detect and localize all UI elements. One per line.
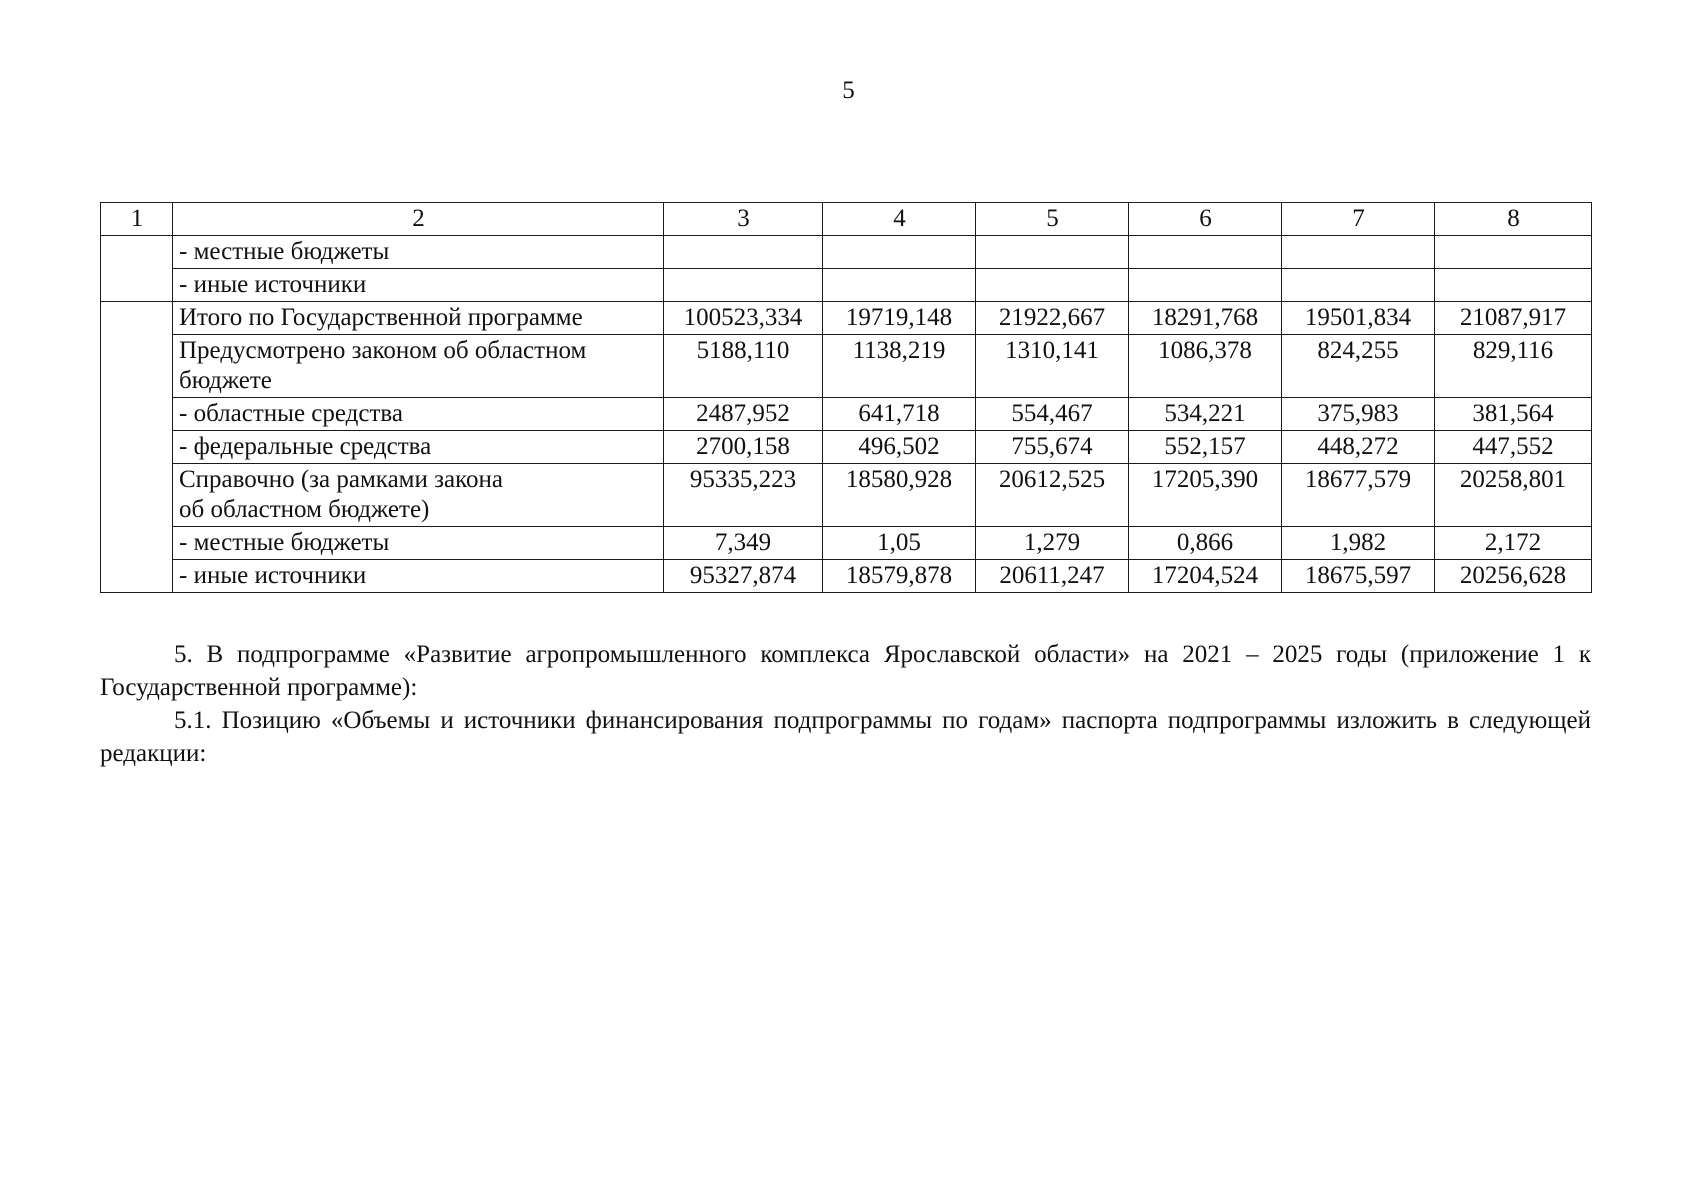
value-cell: 829,116 bbox=[1435, 335, 1592, 398]
value-cell: 641,718 bbox=[823, 398, 976, 431]
value-cell: 18291,768 bbox=[1129, 302, 1282, 335]
value-cell: 20258,801 bbox=[1435, 464, 1592, 527]
value-cell: 18677,579 bbox=[1282, 464, 1435, 527]
value-cell: 100523,334 bbox=[664, 302, 823, 335]
row-number-cell bbox=[101, 302, 173, 593]
value-cell: 496,502 bbox=[823, 431, 976, 464]
value-cell: 20611,247 bbox=[976, 560, 1129, 593]
value-cell: 95335,223 bbox=[664, 464, 823, 527]
value-cell bbox=[664, 269, 823, 302]
row-label: - местные бюджеты bbox=[173, 527, 664, 560]
value-cell bbox=[1435, 236, 1592, 269]
value-cell bbox=[1129, 236, 1282, 269]
column-number-header: 1 bbox=[101, 203, 173, 236]
table-row bbox=[101, 335, 1592, 398]
row-label: - иные источники bbox=[173, 269, 664, 302]
value-cell: 447,552 bbox=[1435, 431, 1592, 464]
table-row bbox=[101, 431, 1592, 464]
row-label-line: об областном бюджете) bbox=[179, 496, 430, 523]
table-header-row bbox=[101, 203, 1592, 236]
value-cell: 448,272 bbox=[1282, 431, 1435, 464]
column-number-header: 4 bbox=[823, 203, 976, 236]
value-cell: 2,172 bbox=[1435, 527, 1592, 560]
value-cell: 21922,667 bbox=[976, 302, 1129, 335]
value-cell bbox=[823, 269, 976, 302]
value-cell: 18580,928 bbox=[823, 464, 976, 527]
value-cell: 381,564 bbox=[1435, 398, 1592, 431]
value-cell bbox=[664, 236, 823, 269]
value-cell: 1310,141 bbox=[976, 335, 1129, 398]
value-cell: 5188,110 bbox=[664, 335, 823, 398]
row-label: - федеральные средства bbox=[173, 431, 664, 464]
row-label: Предусмотрено законом об областном бюджете bbox=[173, 335, 664, 398]
value-cell: 755,674 bbox=[976, 431, 1129, 464]
column-number-header: 5 bbox=[976, 203, 1129, 236]
body-text bbox=[100, 638, 1591, 770]
column-number-header: 3 bbox=[664, 203, 823, 236]
value-cell: 20256,628 bbox=[1435, 560, 1592, 593]
paragraph: 5. В подпрограмме «Развитие агропромышленного комплекса Ярославской области» на 2021 – 2025 годы (приложение 1 к Государственной программе): bbox=[100, 641, 1591, 701]
row-label: - областные средства bbox=[173, 398, 664, 431]
row-label bbox=[173, 464, 664, 527]
value-cell: 17204,524 bbox=[1129, 560, 1282, 593]
value-cell: 18675,597 bbox=[1282, 560, 1435, 593]
value-cell: 95327,874 bbox=[664, 560, 823, 593]
value-cell: 1086,378 bbox=[1129, 335, 1282, 398]
value-cell: 19719,148 bbox=[823, 302, 976, 335]
table-row bbox=[101, 560, 1592, 593]
value-cell: 20612,525 bbox=[976, 464, 1129, 527]
table-row bbox=[101, 302, 1592, 335]
value-cell: 0,866 bbox=[1129, 527, 1282, 560]
value-cell: 2700,158 bbox=[664, 431, 823, 464]
column-number-header: 8 bbox=[1435, 203, 1592, 236]
value-cell bbox=[976, 236, 1129, 269]
value-cell: 534,221 bbox=[1129, 398, 1282, 431]
row-label: Итого по Государственной программе bbox=[173, 302, 664, 335]
table-row bbox=[101, 236, 1592, 269]
value-cell: 824,255 bbox=[1282, 335, 1435, 398]
row-label: - местные бюджеты bbox=[173, 236, 664, 269]
value-cell bbox=[1282, 269, 1435, 302]
table-row bbox=[101, 398, 1592, 431]
value-cell: 552,157 bbox=[1129, 431, 1282, 464]
page-number: 5 bbox=[842, 77, 855, 104]
row-label-line: Справочно (за рамками закона bbox=[179, 466, 503, 493]
column-number-header: 2 bbox=[173, 203, 664, 236]
value-cell: 17205,390 bbox=[1129, 464, 1282, 527]
row-label: - иные источники bbox=[173, 560, 664, 593]
column-number-header: 7 bbox=[1282, 203, 1435, 236]
value-cell: 554,467 bbox=[976, 398, 1129, 431]
value-cell: 2487,952 bbox=[664, 398, 823, 431]
value-cell: 1138,219 bbox=[823, 335, 976, 398]
value-cell bbox=[1282, 236, 1435, 269]
column-number-header: 6 bbox=[1129, 203, 1282, 236]
value-cell: 7,349 bbox=[664, 527, 823, 560]
value-cell: 18579,878 bbox=[823, 560, 976, 593]
value-cell: 1,05 bbox=[823, 527, 976, 560]
value-cell: 375,983 bbox=[1282, 398, 1435, 431]
table-row bbox=[101, 464, 1592, 527]
value-cell bbox=[1435, 269, 1592, 302]
paragraph: 5.1. Позицию «Объемы и источники финансирования подпрограммы по годам» паспорта подпрограммы изложить в следующей редакции: bbox=[100, 707, 1591, 767]
budget-table bbox=[100, 202, 1592, 593]
value-cell bbox=[823, 236, 976, 269]
value-cell: 1,279 bbox=[976, 527, 1129, 560]
value-cell: 1,982 bbox=[1282, 527, 1435, 560]
value-cell bbox=[976, 269, 1129, 302]
table-row bbox=[101, 269, 1592, 302]
value-cell: 19501,834 bbox=[1282, 302, 1435, 335]
value-cell bbox=[1129, 269, 1282, 302]
value-cell: 21087,917 bbox=[1435, 302, 1592, 335]
row-number-cell bbox=[101, 236, 173, 302]
table-row bbox=[101, 527, 1592, 560]
